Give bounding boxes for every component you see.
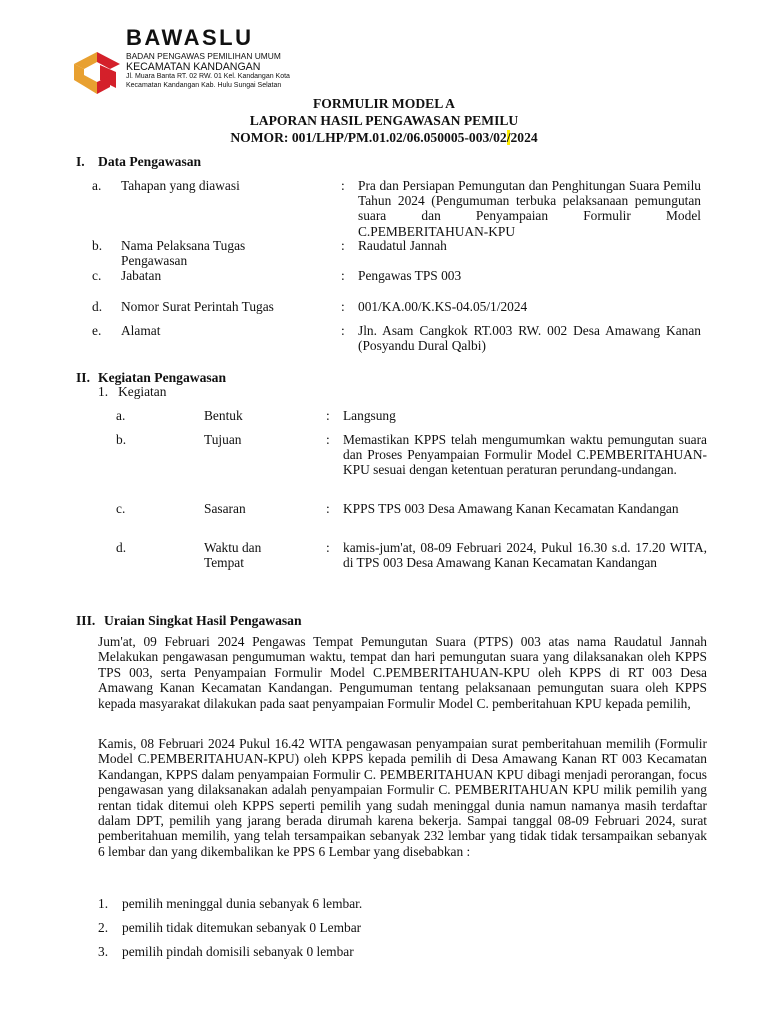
row-colon: : xyxy=(341,323,345,338)
list-item xyxy=(98,896,362,912)
row-value: Pengawas TPS 003 xyxy=(358,268,462,283)
row-colon: : xyxy=(326,408,330,423)
report-number-pre: NOMOR: 001/LHP/PM.01.02/06.050005-003/02 xyxy=(230,130,507,145)
org-line-1: BADAN PENGAWAS PEMILIHAN UMUM xyxy=(126,51,281,61)
section-2-sub: 1. Kegiatan xyxy=(98,384,167,399)
report-number-post: 2024 xyxy=(510,130,538,145)
list-number: 3. xyxy=(98,944,109,959)
row-key: c. xyxy=(92,268,102,283)
row-label: Sasaran xyxy=(204,501,246,516)
report-number xyxy=(0,129,768,146)
row-value: 001/KA.00/K.KS-04.05/1/2024 xyxy=(358,299,528,314)
section-3-number: III. xyxy=(76,613,96,628)
list-number: 2. xyxy=(98,920,109,935)
list-item xyxy=(98,920,361,936)
row-key: d. xyxy=(116,540,127,555)
row-value: Jln. Asam Cangkok RT.003 RW. 002 Desa Amawang Kanan (Posyandu Dural Qalbi) xyxy=(358,323,701,354)
row-value: Raudatul Jannah xyxy=(358,238,447,253)
list-item xyxy=(98,944,354,960)
row-key: e. xyxy=(92,323,102,338)
highlight-mark: / xyxy=(506,130,511,145)
row-colon: : xyxy=(326,432,330,447)
row-value: KPPS TPS 003 Desa Amawang Kanan Kecamatan Kandangan xyxy=(343,501,679,516)
section-1-number: I. xyxy=(76,154,85,169)
row-value: Pra dan Persiapan Pemungutan dan Penghitungan Suara Pemilu Tahun 2024 (Pengumuman terbuka pelaksanaan pemungutan suara dan Penyampaian Formulir Model C.PEMBERITAHUAN-KPU xyxy=(358,178,701,239)
narrative-paragraph-1: Jum'at, 09 Februari 2024 Pengawas Tempat Pemungutan Suara (PTPS) 003 atas nama Raudatul Jannah Melakukan pengawasan pengumuman waktu, tempat dan hari pemungutan suara yang dilaksanakan oleh KPPS TPS 003, serta Penyampaian Formulir Model C.PEMBERITAHUAN-KPU oleh KPPS di RT 003 Desa Amawang Kanan Kecamatan Kandangan. Pengumuman tentang pelaksanaan pemungutan suara oleh KPPS kepada masyarakat dilakukan pada saat penyampaian Formulir Model C. pemberitahuan KPU kepada pemilih, xyxy=(98,634,707,711)
row-key: a. xyxy=(116,408,126,423)
row-key: d. xyxy=(92,299,103,314)
row-colon: : xyxy=(341,268,345,283)
row-label: Alamat xyxy=(121,323,161,338)
row-colon: : xyxy=(341,299,345,314)
org-address-block xyxy=(126,51,290,90)
list-number: 1. xyxy=(98,896,109,911)
row-key: b. xyxy=(116,432,127,447)
section-3-heading: Uraian Singkat Hasil Pengawasan xyxy=(104,613,302,628)
row-label: Waktu dan Tempat xyxy=(204,540,262,571)
row-value: Langsung xyxy=(343,408,396,423)
row-colon: : xyxy=(326,540,330,555)
row-label: Nama Pelaksana Tugas Pengawasan xyxy=(121,238,246,269)
row-label: Bentuk xyxy=(204,408,243,423)
org-line-2: KECAMATAN KANDANGAN xyxy=(126,61,261,73)
report-title: LAPORAN HASIL PENGAWASAN PEMILU xyxy=(249,113,519,128)
section-2-number: II. xyxy=(76,370,90,385)
section-1-heading: Data Pengawasan xyxy=(98,154,202,169)
row-label: Jabatan xyxy=(121,268,162,283)
list-text: pemilih pindah domisili sebanyak 0 lembar xyxy=(122,944,354,959)
list-text: pemilih meninggal dunia sebanyak 6 lembar. xyxy=(122,896,363,911)
form-title: FORMULIR MODEL A xyxy=(313,96,455,111)
org-line-3: Jl. Muara Banta RT. 02 RW. 01 Kel. Kandangan Kota xyxy=(126,73,290,80)
row-colon: : xyxy=(326,501,330,516)
row-key: b. xyxy=(92,238,103,253)
list-text: pemilih tidak ditemukan sebanyak 0 Lembar xyxy=(122,920,362,935)
row-key: c. xyxy=(116,501,126,516)
org-name: BAWASLU xyxy=(126,25,254,50)
row-label: Tujuan xyxy=(204,432,242,447)
section-2-heading: Kegiatan Pengawasan xyxy=(98,370,227,385)
org-line-4: Kecamatan Kandangan Kab. Hulu Sungai Selatan xyxy=(126,81,282,89)
bawaslu-logo-icon xyxy=(70,42,124,96)
row-label: Nomor Surat Perintah Tugas xyxy=(121,299,274,314)
row-label: Tahapan yang diawasi xyxy=(121,178,240,193)
narrative-paragraph-2: Kamis, 08 Februari 2024 Pukul 16.42 WITA pengawasan penyampaian surat pemberitahuan memilih (Formulir Model C.PEMBERITAHUAN-KPU) oleh KPPS kepada pemilih di Desa Amawang Kanan RT 003 Kecamatan Kandangan, KPPS dalam penyampaian Formulir C. PEMBERITAHUAN KPU dibagi menjadi perorangan, focus pengawasan yang dilaksanakan adalah penyampaian Formulir C. PEMBERITAHUAN KPU milik pemilih yang rentan tidak ditemui oleh KPPS seperti pemilih yang sudah meninggal dunia namun namanya masih terdaftar dalam DPT, pemilih yang jarang berada dirumah karena bekerja. Sampai tanggal 08-09 Februari 2024, surat pemberitahuan memilih, yang telah tersampaikan sebanyak 232 lembar yang tidak tidak tersampaikan sebanyak 6 lembar dan yang dikembalikan ke PPS 6 Lembar yang disebabkan : xyxy=(98,736,707,859)
row-colon: : xyxy=(341,238,345,253)
row-colon: : xyxy=(341,178,345,193)
row-value: Memastikan KPPS telah mengumumkan waktu pemungutan suara dan Proses Penyampaian Formulir Model C.PEMBERITAHUAN-KPU sesuai dengan ketentuan peraturan perundang-undangan. xyxy=(343,432,707,478)
row-value: kamis-jum'at, 08-09 Februari 2024, Pukul 16.30 s.d. 17.20 WITA, di TPS 003 Desa Amawang Kanan Kecamatan Kandangan xyxy=(343,540,707,571)
row-key: a. xyxy=(92,178,102,193)
